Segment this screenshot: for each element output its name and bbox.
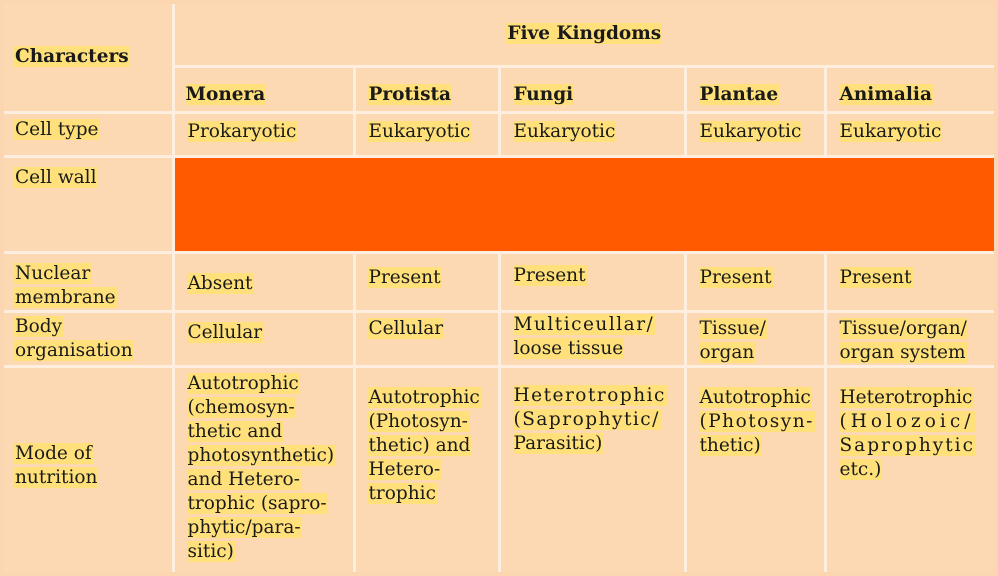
table-cell <box>354 311 499 366</box>
table-cell <box>173 366 354 572</box>
table-cell <box>173 311 354 366</box>
cell-value: Eukaryotic <box>699 120 802 142</box>
header-row <box>4 4 994 66</box>
table-cell <box>499 252 685 311</box>
row-label-line: membrane <box>15 286 116 308</box>
cell-value: etc.) <box>839 458 882 480</box>
body-organisation-label <box>4 311 173 366</box>
row-label-line: nutrition <box>15 466 98 488</box>
row-label-line: Mode of <box>15 442 92 464</box>
kingdom-animalia <box>825 66 994 112</box>
table-cell <box>685 366 825 572</box>
row-label-line: Body <box>15 315 63 337</box>
kingdom-label: Monera <box>185 83 266 105</box>
cell-value: Hetero- <box>368 458 441 480</box>
cell-value: Cellular <box>368 317 444 339</box>
table-cell <box>354 366 499 572</box>
cell-value: Present <box>513 264 586 286</box>
cell-type-label <box>4 112 173 156</box>
table-cell <box>499 112 685 156</box>
cell-value: (Photosyn- <box>699 410 814 432</box>
cell-value: Parasitic) <box>513 432 603 454</box>
cell-wall-label <box>4 156 173 252</box>
cell-value: Eukaryotic <box>839 120 942 142</box>
cell-value: Eukaryotic <box>368 120 471 142</box>
cell-value: (Saprophytic/ <box>513 408 660 430</box>
kingdom-label: Animalia <box>839 83 932 105</box>
row-label-line: organisation <box>15 339 133 361</box>
cell-value: organ system <box>839 341 966 363</box>
cell-value: and Hetero- <box>187 468 300 490</box>
cell-value: (chemosyn- <box>187 396 295 418</box>
row-label-line: Nuclear <box>15 262 91 284</box>
five-kingdoms-table <box>4 4 994 572</box>
table-cell <box>685 311 825 366</box>
table-cell <box>825 311 994 366</box>
characters-header <box>4 4 173 112</box>
cell-value: Prokaryotic <box>187 120 297 142</box>
nuclear-membrane-label <box>4 252 173 311</box>
cell-value: Cellular <box>187 321 263 343</box>
cell-value: photosynthetic) <box>187 444 335 466</box>
table-cell <box>173 112 354 156</box>
cell-value: Heterotrophic <box>513 384 666 406</box>
kingdom-plantae <box>685 66 825 112</box>
cell-value: thetic) <box>699 434 761 456</box>
kingdom-label: Fungi <box>513 83 574 105</box>
table-cell <box>354 252 499 311</box>
cell-value: Autotrophic <box>368 386 480 408</box>
cell-value: Tissue/ <box>699 317 766 339</box>
table-cell <box>825 252 994 311</box>
cell-value: Present <box>839 266 912 288</box>
table-cell <box>685 252 825 311</box>
row-label: Cell type <box>15 118 99 140</box>
cell-value: Absent <box>187 272 253 294</box>
kingdom-label: Plantae <box>699 83 779 105</box>
row-label: Cell wall <box>15 166 97 188</box>
cell-value: Eukaryotic <box>513 120 616 142</box>
cell-value: Heterotrophic <box>839 386 973 408</box>
kingdom-monera <box>173 66 354 112</box>
cell-value: Saprophytic <box>839 434 975 456</box>
table-row <box>4 156 994 252</box>
cell-value: Multiceullar/ <box>513 313 655 335</box>
cell-value: thetic) and <box>368 434 471 456</box>
cell-value: Autotrophic <box>699 386 811 408</box>
mode-of-nutrition-label <box>4 366 173 572</box>
table-cell <box>354 112 499 156</box>
cell-value: (Photosyn- <box>368 410 468 432</box>
cell-value: sitic) <box>187 540 234 562</box>
five-kingdoms-header <box>173 4 994 66</box>
table-row <box>4 311 994 366</box>
table-cell <box>173 252 354 311</box>
table-row <box>4 366 994 572</box>
cell-value: Present <box>699 266 772 288</box>
cell-value: Autotrophic <box>187 372 299 394</box>
cell-value: organ <box>699 341 755 363</box>
cell-value: Tissue/organ/ <box>839 317 967 339</box>
cell-value: phytic/para- <box>187 516 301 538</box>
table-cell <box>825 112 994 156</box>
cell-value: (Holozoic/ <box>839 410 975 432</box>
cell-value: loose tissue <box>513 337 624 359</box>
cell-wall-redaction-block <box>173 156 994 252</box>
cell-value: thetic and <box>187 420 283 442</box>
kingdom-label: Protista <box>368 83 452 105</box>
table-cell <box>825 366 994 572</box>
cell-value: trophic <box>368 482 436 504</box>
characters-header-text: Characters <box>15 46 129 68</box>
kingdom-fungi <box>499 66 685 112</box>
table-row <box>4 112 994 156</box>
table-row <box>4 252 994 311</box>
kingdom-protista <box>354 66 499 112</box>
cell-value: Present <box>368 266 441 288</box>
table-cell <box>499 366 685 572</box>
five-kingdoms-header-text: Five Kingdoms <box>507 23 662 45</box>
table-cell <box>685 112 825 156</box>
table-cell <box>499 311 685 366</box>
cell-value: trophic (sapro- <box>187 492 327 514</box>
